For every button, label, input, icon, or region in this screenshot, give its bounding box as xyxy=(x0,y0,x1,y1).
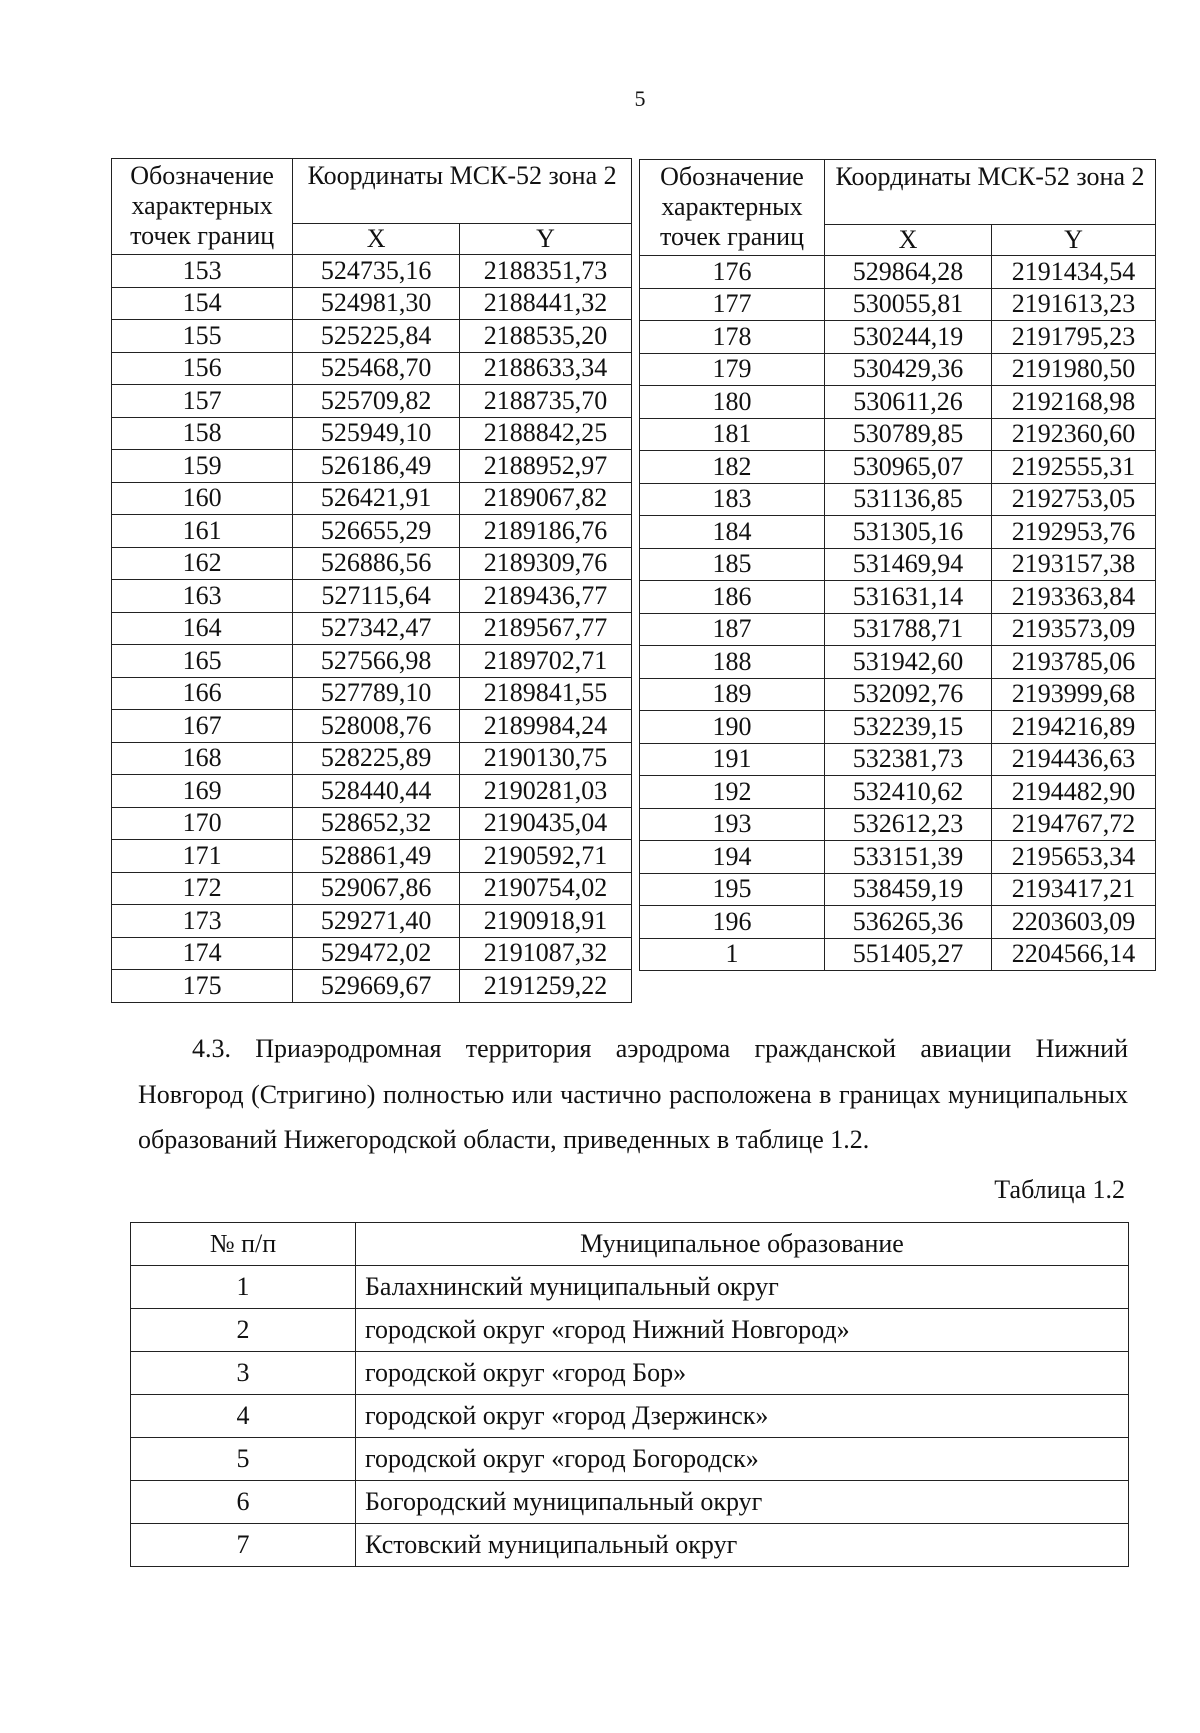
table-cell: 179 xyxy=(640,353,825,386)
table-cell: 524981,30 xyxy=(293,287,460,320)
table-cell: 167 xyxy=(112,710,293,743)
table-cell: 186 xyxy=(640,581,825,614)
table-cell: 2189436,77 xyxy=(460,580,632,613)
table-cell: 2191980,50 xyxy=(992,353,1156,386)
table-cell: 2188633,34 xyxy=(460,352,632,385)
table-cell: 538459,19 xyxy=(825,873,992,906)
table-cell: 192 xyxy=(640,776,825,809)
header-municipality: Муниципальное образование xyxy=(356,1223,1129,1266)
table-cell: 525949,10 xyxy=(293,417,460,450)
table-cell: 183 xyxy=(640,483,825,516)
table-row xyxy=(640,321,1156,354)
table-cell: 184 xyxy=(640,516,825,549)
table-cell: 180 xyxy=(640,386,825,419)
header-number: № п/п xyxy=(131,1223,356,1266)
table-row xyxy=(112,970,632,1003)
municipalities-body xyxy=(131,1266,1129,1567)
table-cell: 177 xyxy=(640,288,825,321)
table-cell: 531469,94 xyxy=(825,548,992,581)
table-row xyxy=(640,418,1156,451)
coordinates-body-left xyxy=(112,255,632,1003)
table-row xyxy=(640,386,1156,419)
table-cell: городской округ «город Бор» xyxy=(356,1352,1129,1395)
table-row xyxy=(112,255,632,288)
table-row xyxy=(640,581,1156,614)
table-cell: 532092,76 xyxy=(825,678,992,711)
table-cell: Кстовский муниципальный округ xyxy=(356,1524,1129,1567)
table-cell: 2194767,72 xyxy=(992,808,1156,841)
table-cell: 2193157,38 xyxy=(992,548,1156,581)
header-coordinates: Координаты МСК-52 зона 2 xyxy=(293,159,632,224)
table-cell: 2194482,90 xyxy=(992,776,1156,809)
table-cell: 531136,85 xyxy=(825,483,992,516)
table-cell: 7 xyxy=(131,1524,356,1567)
table-cell: 2190130,75 xyxy=(460,742,632,775)
table-cell: 2188952,97 xyxy=(460,450,632,483)
table-cell: 528225,89 xyxy=(293,742,460,775)
table-cell: 530611,26 xyxy=(825,386,992,419)
table-cell: 528008,76 xyxy=(293,710,460,743)
table-cell: 2188441,32 xyxy=(460,287,632,320)
table-cell: 528652,32 xyxy=(293,807,460,840)
header-x: X xyxy=(825,225,992,256)
table-cell: 532239,15 xyxy=(825,711,992,744)
table-cell: 2190918,91 xyxy=(460,905,632,938)
table-row xyxy=(112,417,632,450)
table-row xyxy=(112,580,632,613)
table-cell: 527789,10 xyxy=(293,677,460,710)
table-row xyxy=(640,288,1156,321)
table-cell: 531305,16 xyxy=(825,516,992,549)
table-row xyxy=(112,450,632,483)
table-cell: 525225,84 xyxy=(293,320,460,353)
table-cell: 173 xyxy=(112,905,293,938)
table-cell: 174 xyxy=(112,937,293,970)
table-cell: 159 xyxy=(112,450,293,483)
table-cell: 531788,71 xyxy=(825,613,992,646)
table-cell: 2195653,34 xyxy=(992,841,1156,874)
table-row xyxy=(640,613,1156,646)
table-cell: 2191434,54 xyxy=(992,256,1156,289)
table-cell: 155 xyxy=(112,320,293,353)
table-cell: 527566,98 xyxy=(293,645,460,678)
table-cell: 194 xyxy=(640,841,825,874)
table-cell: 182 xyxy=(640,451,825,484)
table-row xyxy=(112,775,632,808)
table-cell: 170 xyxy=(112,807,293,840)
table-cell: 2189309,76 xyxy=(460,547,632,580)
table-cell: 188 xyxy=(640,646,825,679)
table-cell: 191 xyxy=(640,743,825,776)
table-cell: 2189067,82 xyxy=(460,482,632,515)
table-cell: 2204566,14 xyxy=(992,938,1156,971)
table-cell: 168 xyxy=(112,742,293,775)
table-row xyxy=(131,1438,1129,1481)
table-cell: 2194216,89 xyxy=(992,711,1156,744)
table-cell: 529271,40 xyxy=(293,905,460,938)
table-row xyxy=(112,742,632,775)
table-row xyxy=(640,873,1156,906)
table-cell: 2190754,02 xyxy=(460,872,632,905)
table-cell: 526655,29 xyxy=(293,515,460,548)
table-row xyxy=(112,710,632,743)
table-row xyxy=(640,256,1156,289)
table-cell: 2189984,24 xyxy=(460,710,632,743)
table-row xyxy=(640,451,1156,484)
table-cell: 527342,47 xyxy=(293,612,460,645)
table-cell: 171 xyxy=(112,840,293,873)
table-cell: 176 xyxy=(640,256,825,289)
table-cell: 2189186,76 xyxy=(460,515,632,548)
table-cell: 165 xyxy=(112,645,293,678)
table-cell: 2190435,04 xyxy=(460,807,632,840)
table-cell: 162 xyxy=(112,547,293,580)
coordinates-table-right xyxy=(639,159,1156,971)
table-cell: 161 xyxy=(112,515,293,548)
table-cell: 2192753,05 xyxy=(992,483,1156,516)
table-row xyxy=(640,646,1156,679)
table-cell: 536265,36 xyxy=(825,906,992,939)
table-row xyxy=(640,516,1156,549)
page-number: 5 xyxy=(634,86,646,111)
table-cell: 189 xyxy=(640,678,825,711)
table-cell: 166 xyxy=(112,677,293,710)
table-cell: 153 xyxy=(112,255,293,288)
table-row xyxy=(640,711,1156,744)
table-cell: 181 xyxy=(640,418,825,451)
table-cell: Богородский муниципальный округ xyxy=(356,1481,1129,1524)
table-row xyxy=(112,612,632,645)
table-row xyxy=(112,320,632,353)
table-cell: городской округ «город Нижний Новгород» xyxy=(356,1309,1129,1352)
table-cell: 2191795,23 xyxy=(992,321,1156,354)
table-cell: 2203603,09 xyxy=(992,906,1156,939)
table-row xyxy=(131,1309,1129,1352)
table-cell: 190 xyxy=(640,711,825,744)
table-cell: 169 xyxy=(112,775,293,808)
table-row xyxy=(640,353,1156,386)
table-cell: 2193999,68 xyxy=(992,678,1156,711)
table-cell: 526186,49 xyxy=(293,450,460,483)
table-row xyxy=(640,808,1156,841)
table-cell: 532612,23 xyxy=(825,808,992,841)
table-cell: 530244,19 xyxy=(825,321,992,354)
table-cell: 2193417,21 xyxy=(992,873,1156,906)
table-row xyxy=(131,1481,1129,1524)
table-row xyxy=(112,677,632,710)
table-row xyxy=(640,938,1156,971)
table-cell: 6 xyxy=(131,1481,356,1524)
table-caption: Таблица 1.2 xyxy=(994,1175,1125,1204)
table-row xyxy=(640,743,1156,776)
header-point-label: Обозначение характерных точек границ xyxy=(640,160,825,256)
table-cell: 533151,39 xyxy=(825,841,992,874)
table-cell: 195 xyxy=(640,873,825,906)
table-cell: 154 xyxy=(112,287,293,320)
table-cell: 2188535,20 xyxy=(460,320,632,353)
table-row xyxy=(640,841,1156,874)
table-row xyxy=(112,385,632,418)
table-cell: городской округ «город Богородск» xyxy=(356,1438,1129,1481)
table-row xyxy=(640,483,1156,516)
table-row xyxy=(640,906,1156,939)
table-cell: 530429,36 xyxy=(825,353,992,386)
table-cell: 2191613,23 xyxy=(992,288,1156,321)
table-cell: 2193785,06 xyxy=(992,646,1156,679)
table-row xyxy=(112,937,632,970)
table-cell: 2191087,32 xyxy=(460,937,632,970)
table-cell: 2193573,09 xyxy=(992,613,1156,646)
table-row xyxy=(640,548,1156,581)
table-cell: 196 xyxy=(640,906,825,939)
table-cell: 2188351,73 xyxy=(460,255,632,288)
table-cell: 531631,14 xyxy=(825,581,992,614)
table-cell: 525468,70 xyxy=(293,352,460,385)
table-cell: 193 xyxy=(640,808,825,841)
table-cell: Балахнинский муниципальный округ xyxy=(356,1266,1129,1309)
table-cell: 529669,67 xyxy=(293,970,460,1003)
header-y: Y xyxy=(992,225,1156,256)
table-cell: 532410,62 xyxy=(825,776,992,809)
table-row xyxy=(112,287,632,320)
table-row xyxy=(112,352,632,385)
table-cell: 2188842,25 xyxy=(460,417,632,450)
table-cell: 2189702,71 xyxy=(460,645,632,678)
table-cell: 160 xyxy=(112,482,293,515)
table-cell: городской округ «город Дзержинск» xyxy=(356,1395,1129,1438)
table-row xyxy=(640,678,1156,711)
table-cell: 2190592,71 xyxy=(460,840,632,873)
header-y: Y xyxy=(460,224,632,255)
table-cell: 2192168,98 xyxy=(992,386,1156,419)
header-point-label: Обозначение характерных точек границ xyxy=(112,159,293,255)
table-cell: 1 xyxy=(131,1266,356,1309)
table-row xyxy=(131,1266,1129,1309)
table-cell: 5 xyxy=(131,1438,356,1481)
header-coordinates: Координаты МСК-52 зона 2 xyxy=(825,160,1156,225)
table-cell: 156 xyxy=(112,352,293,385)
table-cell: 527115,64 xyxy=(293,580,460,613)
table-cell: 2192360,60 xyxy=(992,418,1156,451)
table-cell: 2 xyxy=(131,1309,356,1352)
table-row xyxy=(131,1524,1129,1567)
table-cell: 2188735,70 xyxy=(460,385,632,418)
table-cell: 2189841,55 xyxy=(460,677,632,710)
table-cell: 187 xyxy=(640,613,825,646)
table-row xyxy=(131,1352,1129,1395)
table-cell: 2189567,77 xyxy=(460,612,632,645)
paragraph-4-3: 4.3. Приаэродромная территория аэродрома гражданской авиации Нижний Новгород (Стригино) полностью или частично расположена в границах муниципальных образований Нижегородской области, приведенных в таблице 1.2. xyxy=(138,1034,1128,1154)
table-row xyxy=(112,645,632,678)
table-cell: 530789,85 xyxy=(825,418,992,451)
table-cell: 524735,16 xyxy=(293,255,460,288)
table-cell: 525709,82 xyxy=(293,385,460,418)
table-cell: 172 xyxy=(112,872,293,905)
table-cell: 175 xyxy=(112,970,293,1003)
coordinates-body-right xyxy=(640,256,1156,971)
table-cell: 530055,81 xyxy=(825,288,992,321)
table-row xyxy=(112,807,632,840)
table-cell: 163 xyxy=(112,580,293,613)
table-cell: 164 xyxy=(112,612,293,645)
table-cell: 528440,44 xyxy=(293,775,460,808)
table-cell: 178 xyxy=(640,321,825,354)
table-cell: 3 xyxy=(131,1352,356,1395)
table-cell: 530965,07 xyxy=(825,451,992,484)
table-row xyxy=(131,1395,1129,1438)
table-row xyxy=(640,776,1156,809)
table-cell: 2193363,84 xyxy=(992,581,1156,614)
table-cell: 2194436,63 xyxy=(992,743,1156,776)
coordinates-table-left xyxy=(111,158,632,1003)
table-cell: 526886,56 xyxy=(293,547,460,580)
table-cell: 2190281,03 xyxy=(460,775,632,808)
table-cell: 4 xyxy=(131,1395,356,1438)
table-row xyxy=(112,840,632,873)
table-row xyxy=(112,482,632,515)
table-cell: 529472,02 xyxy=(293,937,460,970)
table-cell: 551405,27 xyxy=(825,938,992,971)
municipalities-table xyxy=(130,1222,1129,1567)
table-cell: 2191259,22 xyxy=(460,970,632,1003)
table-row xyxy=(112,515,632,548)
table-cell: 529067,86 xyxy=(293,872,460,905)
table-cell: 1 xyxy=(640,938,825,971)
header-x: X xyxy=(293,224,460,255)
table-row xyxy=(112,547,632,580)
table-cell: 2192555,31 xyxy=(992,451,1156,484)
table-row xyxy=(112,872,632,905)
table-cell: 529864,28 xyxy=(825,256,992,289)
table-cell: 157 xyxy=(112,385,293,418)
table-cell: 532381,73 xyxy=(825,743,992,776)
table-cell: 185 xyxy=(640,548,825,581)
table-cell: 528861,49 xyxy=(293,840,460,873)
table-cell: 158 xyxy=(112,417,293,450)
table-row xyxy=(112,905,632,938)
table-cell: 526421,91 xyxy=(293,482,460,515)
table-cell: 531942,60 xyxy=(825,646,992,679)
table-cell: 2192953,76 xyxy=(992,516,1156,549)
